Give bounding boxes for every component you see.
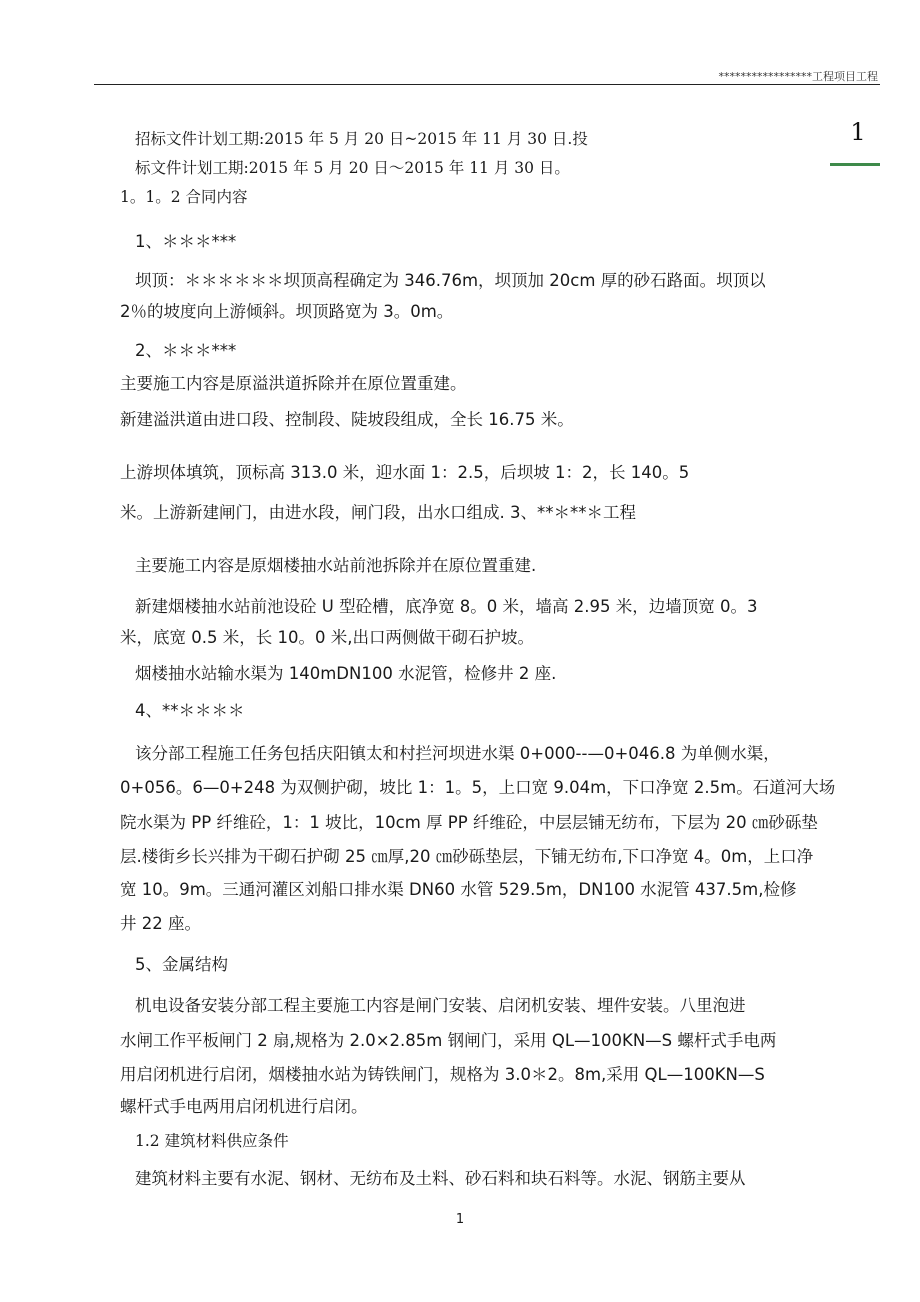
page-badge-number: 1 bbox=[850, 118, 866, 146]
section-heading-materials: 1.2 建筑材料供应条件 bbox=[135, 1132, 289, 1150]
paragraph-line: 用启闭机进行启闭，烟楼抽水站为铸铁闸门，规格为 3.0＊2。8m,采用 QL—100KN—S bbox=[120, 1065, 765, 1084]
paragraph-line: 主要施工内容是原溢洪道拆除并在原位置重建。 bbox=[120, 374, 467, 393]
paragraph-line: 主要施工内容是原烟楼抽水站前池拆除并在原位置重建. bbox=[135, 556, 537, 575]
item-2-heading: 2、＊＊＊*** bbox=[135, 341, 237, 360]
paragraph-line: 米。上游新建闸门，由进水段，闸门段，出水口组成. 3、**＊**＊工程 bbox=[120, 503, 636, 522]
page-number: 1 bbox=[455, 1212, 465, 1227]
paragraph-line: 0+056。6—0+248 为双侧护砌，坡比 1：1。5，上口宽 9.04m，下口净宽 2.5m。石道河大场 bbox=[120, 778, 836, 797]
page-badge-rule bbox=[830, 163, 880, 166]
paragraph-line: 新建溢洪道由进口段、控制段、陡坡段组成，全长 16.75 米。 bbox=[120, 410, 574, 429]
paragraph-line: 烟楼抽水站输水渠为 140mDN100 水泥管，检修井 2 座. bbox=[135, 664, 557, 683]
header-project-label: *****************工程项目工程 bbox=[718, 70, 878, 83]
paragraph-line: 水闸工作平板闸门 2 扇,规格为 2.0×2.85m 钢闸门，采用 QL—100KN—S 螺杆式手电两 bbox=[120, 1031, 777, 1050]
item-4-heading: 4、**＊＊＊＊ bbox=[135, 701, 245, 720]
paragraph-line: 建筑材料主要有水泥、钢材、无纺布及土料、砂石料和块石料等。水泥、钢筋主要从 bbox=[135, 1169, 746, 1188]
schedule-line-1: 招标文件计划工期:2015 年 5 月 20 日~2015 年 11 月 30 日.投 bbox=[135, 130, 588, 148]
paragraph-line: 机电设备安装分部工程主要施工内容是闸门安装、启闭机安装、埋件安装。八里泡进 bbox=[135, 996, 746, 1015]
paragraph-line: 层.楼街乡长兴排为干砌石护砌 25 ㎝厚,20 ㎝砂砾垫层，下铺无纺布,下口净宽 4。0m，上口净 bbox=[120, 847, 814, 866]
paragraph-line: 该分部工程施工任务包括庆阳镇太和村拦河坝进水渠 0+000--—0+046.8 为单侧水渠， bbox=[135, 744, 780, 763]
schedule-line-2: 标文件计划工期:2015 年 5 月 20 日～2015 年 11 月 30 日。 bbox=[135, 159, 570, 177]
paragraph-line: 上游坝体填筑，顶标高 313.0 米，迎水面 1：2.5，后坝坡 1：2，长 140。5 bbox=[120, 463, 690, 482]
item-1-heading: 1、＊＊＊*** bbox=[135, 232, 237, 251]
paragraph-line: 螺杆式手电两用启闭机进行启闭。 bbox=[120, 1097, 368, 1116]
paragraph-line: 宽 10。9m。三通河灌区刘船口排水渠 DN60 水管 529.5m，DN100 水泥管 437.5m,检修 bbox=[120, 880, 797, 899]
item-5-heading: 5、金属结构 bbox=[135, 955, 228, 974]
paragraph-line: 井 22 座。 bbox=[120, 914, 201, 933]
paragraph-line: 新建烟楼抽水站前池设砼 U 型砼槽，底净宽 8。0 米，墙高 2.95 米，边墙顶宽 0。3 bbox=[135, 597, 758, 616]
paragraph-line: 坝顶：＊＊＊＊＊＊坝顶高程确定为 346.76m，坝顶加 20cm 厚的砂石路面。坝顶以 bbox=[135, 271, 766, 290]
paragraph-line: 米，底宽 0.5 米，长 10。0 米,出口两侧做干砌石护坡。 bbox=[120, 628, 534, 647]
section-heading-contract: 1。1。2 合同内容 bbox=[120, 188, 248, 206]
header-rule bbox=[94, 84, 880, 85]
paragraph-line: 2％的坡度向上游倾斜。坝顶路宽为 3。0m。 bbox=[120, 302, 454, 321]
paragraph-line: 院水渠为 PP 纤维砼，1：1 坡比，10cm 厚 PP 纤维砼，中层层铺无纺布，下层为 20 ㎝砂砾垫 bbox=[120, 813, 818, 832]
